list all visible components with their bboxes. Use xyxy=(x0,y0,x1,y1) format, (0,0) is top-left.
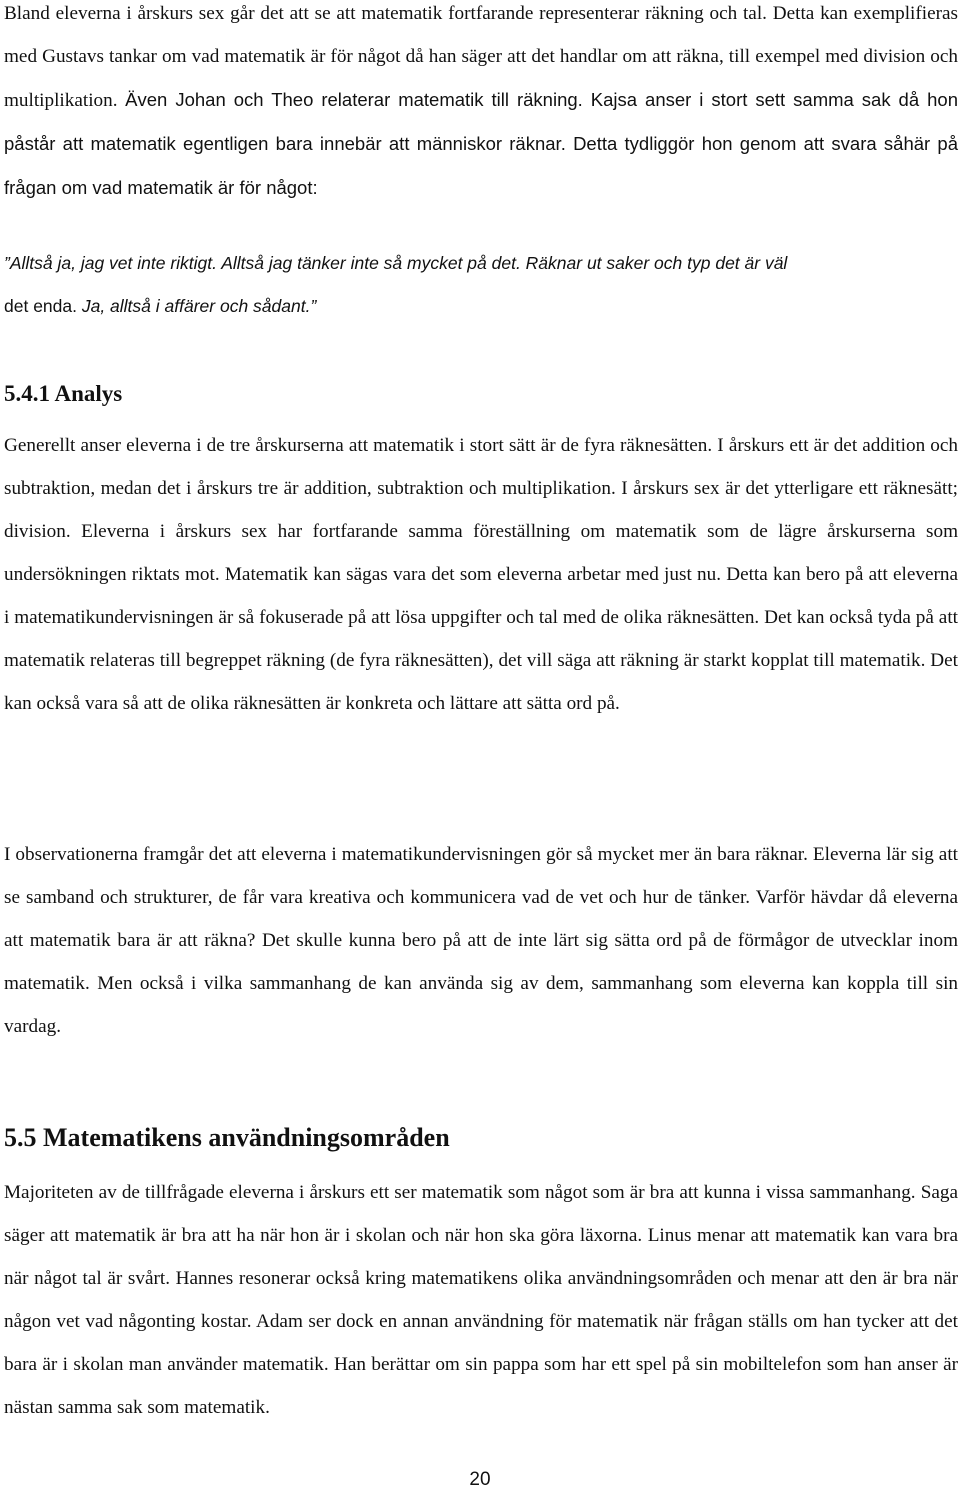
paragraph-text: Bland eleverna i årskurs sex går det att se att matematik fortfarande representerar räkning och tal. Detta kan exemplifieras med Gustavs tankar om vad matematik är för något då han säger att det handlar om att räkna, till exempel med division och multiplikation. xyxy=(4,3,958,111)
paragraph-text: Även Johan och Theo relaterar matematik till räkning. Kajsa anser i stort sett samma sak då hon påstår att matematik egentligen bara innebär att människor räknar. Detta tydliggör hon genom att svara såhär på frågan om vad matematik är för något: xyxy=(4,89,958,198)
interview-quote xyxy=(4,242,958,328)
quote-text: Alltså ja, jag vet inte riktigt. Alltså jag tänker inte så mycket på det. Räknar ut saker och typ det är väl xyxy=(9,253,788,273)
quote-close-mark: ” xyxy=(310,296,317,316)
body-paragraph: Majoriteten av de tillfrågade eleverna i årskurs ett ser matematik som något som är bra att kunna i vissa sammanhang. Saga säger att matematik är bra att ha när hon är i skolan och när hon ska göra läxorna. Linus menar att matematik kan vara bra när något tal är svårt. Hannes resonerar också kring matematikens olika användningsområden och menar att den är bra när någon vet vad någonting kostar. Adam ser dock en annan användning för matematik när frågan ställs om han tycker att det bara är i skolan man använder matematik. Han berättar om sin pappa som har ett spel på sin mobiltelefon som han anser är nästan samma sak som matematik. xyxy=(4,1182,958,1418)
quote-text: Ja, alltså i affärer och sådant. xyxy=(76,296,311,316)
body-paragraph: I observationerna framgår det att eleverna i matematikundervisningen gör så mycket mer än bara räknar. Eleverna lär sig att se samband och strukturer, de får vara kreativa och kommunicera vad de vet och hur de tänker. Varför hävdar då eleverna att matematik bara är att räkna? Det skulle kunna bero på att de inte lärt sig sätta ord på de förmågor de utvecklar inom matematik. Men också i vilka sammanhang de kan använda sig av dem, sammanhang som eleverna kan koppla till sin vardag. xyxy=(4,844,958,1037)
quote-text-upright: det enda. xyxy=(4,296,77,316)
page-number: 20 xyxy=(469,1469,491,1490)
section-heading: 5.4.1 Analys xyxy=(4,381,123,406)
section-heading: 5.5 Matematikens användningsområden xyxy=(4,1123,450,1152)
body-paragraph: Generellt anser eleverna i de tre årskurserna att matematik i stort sätt är de fyra räknesätten. I årskurs ett är det addition och subtraktion, medan det i årskurs tre är addition, subtraktion och multiplikation. I årskurs sex är det ytterligare ett räknesätt; division. Eleverna i årskurs sex har fortfarande samma föreställning om matematik som de lägre årskurserna som undersökningen riktats mot. Matematik kan sägas vara det som eleverna arbetar med just nu. Detta kan bero på att eleverna i matematikundervisningen är så fokuserade på att lösa uppgifter och tal med de olika räknesätten. Det kan också tyda på att matematik relateras till begreppet räkning (de fyra räknesätten), det vill säga att räkning är starkt kopplat till matematik. Det kan också vara så att de olika räknesätten är konkreta och lättare att sätta ord på. xyxy=(4,435,958,714)
body-paragraph xyxy=(4,0,958,210)
quote-open-mark: ” xyxy=(4,253,10,273)
